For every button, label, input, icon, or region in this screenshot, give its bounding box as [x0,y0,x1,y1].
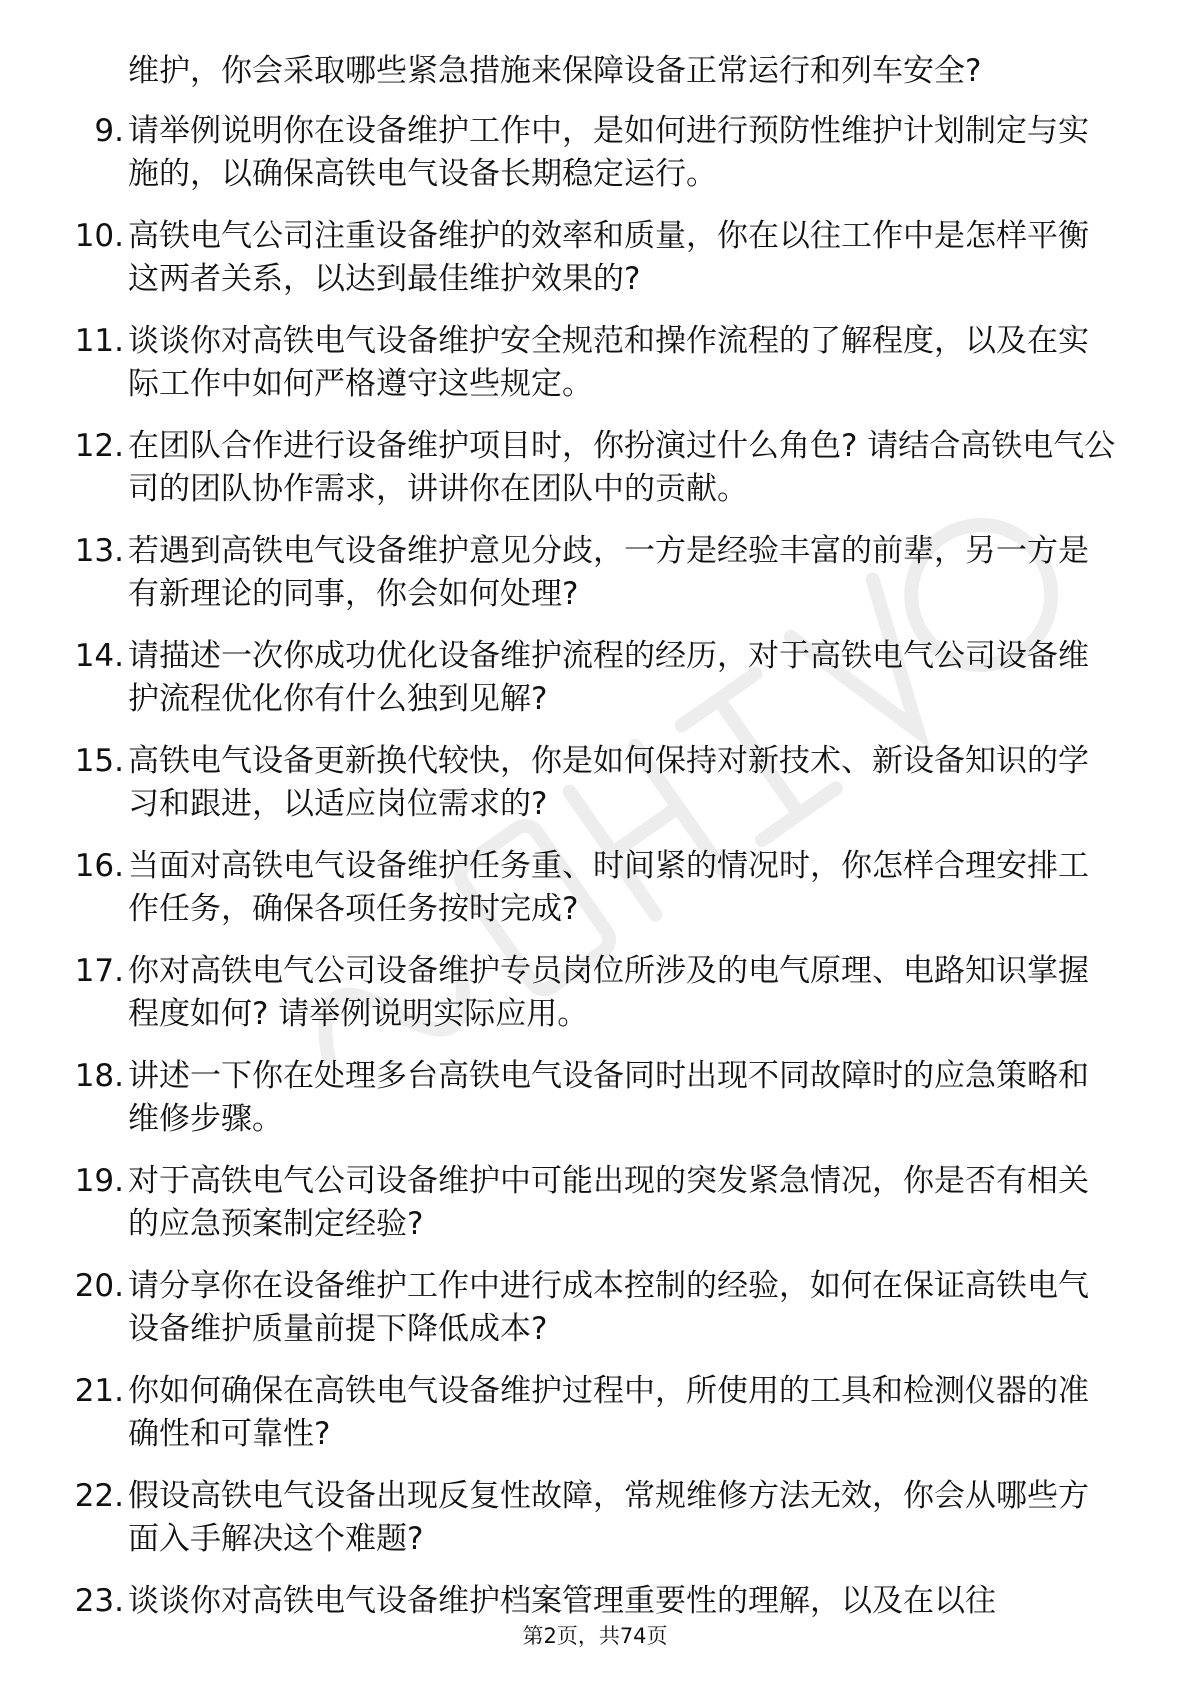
list-item-continuation [0,50,1118,93]
item-number: 17. [74,953,124,989]
item-text: 假设高铁电气设备出现反复性故障，常规维修方法无效，你会从哪些方面入手解决这个难题? [128,1478,1089,1557]
question-list [0,50,1190,1642]
item-text: 你对高铁电气公司设备维护专员岗位所涉及的电气原理、电路知识掌握程度如何? 请举例说明实际应用。 [128,953,1089,1032]
list-item [0,1160,1118,1246]
item-text: 当面对高铁电气设备维护任务重、时间紧的情况时，你怎样合理安排工作任务，确保各项任务按时完成? [128,848,1089,927]
item-number: 21. [74,1373,124,1409]
list-item [0,1265,1118,1351]
item-number: 13. [74,533,124,569]
item-text: 高铁电气公司注重设备维护的效率和质量，你在以往工作中是怎样平衡这两者关系，以达到最佳维护效果的? [128,218,1089,297]
page-number: 第2页，共74页 [522,1624,668,1648]
item-text: 讲述一下你在处理多台高铁电气设备同时出现不同故障时的应急策略和维修步骤。 [128,1058,1089,1137]
item-text: 谈谈你对高铁电气设备维护安全规范和操作流程的了解程度，以及在实际工作中如何严格遵守这些规定。 [128,323,1089,402]
list-item [0,530,1118,616]
list-item [0,110,1118,196]
item-text: 请描述一次你成功优化设备维护流程的经历，对于高铁电气公司设备维护流程优化你有什么独到见解? [128,638,1089,717]
list-item [0,635,1118,721]
continuation-text: 维护，你会采取哪些紧急措施来保障设备正常运行和列车安全? [128,53,982,89]
list-item [0,845,1118,931]
list-item [0,1055,1118,1141]
item-text: 若遇到高铁电气设备维护意见分歧，一方是经验丰富的前辈，另一方是有新理论的同事，你会如何处理? [128,533,1089,612]
list-item [0,740,1118,826]
item-number: 23. [74,1583,124,1619]
item-number: 18. [74,1058,124,1094]
item-number: 19. [74,1163,124,1199]
list-item [0,425,1118,511]
item-number: 10. [74,218,124,254]
item-number: 20. [74,1268,124,1304]
item-text: 你如何确保在高铁电气设备维护过程中，所使用的工具和检测仪器的准确性和可靠性? [128,1373,1089,1452]
list-item [0,215,1118,301]
item-text: 对于高铁电气公司设备维护中可能出现的突发紧急情况，你是否有相关的应急预案制定经验? [128,1163,1089,1242]
page-footer [0,1622,1190,1650]
item-number: 12. [74,428,124,464]
item-number: 14. [74,638,124,674]
item-text: 请分享你在设备维护工作中进行成本控制的经验，如何在保证高铁电气设备维护质量前提下降低成本? [128,1268,1089,1347]
item-number: 15. [74,743,124,779]
item-text: 请举例说明你在设备维护工作中，是如何进行预防性维护计划制定与实施的，以确保高铁电气设备长期稳定运行。 [128,113,1089,192]
item-text: 在团队合作进行设备维护项目时，你扮演过什么角色? 请结合高铁电气公司的团队协作需求，讲讲你在团队中的贡献。 [128,428,1116,507]
list-item [0,1370,1118,1456]
item-number: 16. [74,848,124,884]
list-item [0,950,1118,1036]
item-number: 22. [74,1478,124,1514]
list-item [0,1580,1118,1623]
list-item [0,320,1118,406]
item-text: 谈谈你对高铁电气设备维护档案管理重要性的理解，以及在以往 [128,1583,996,1619]
item-number: 9. [94,113,124,149]
item-text: 高铁电气设备更新换代较快，你是如何保持对新技术、新设备知识的学习和跟进，以适应岗位需求的? [128,743,1089,822]
list-item [0,1475,1118,1561]
item-number: 11. [74,323,124,359]
